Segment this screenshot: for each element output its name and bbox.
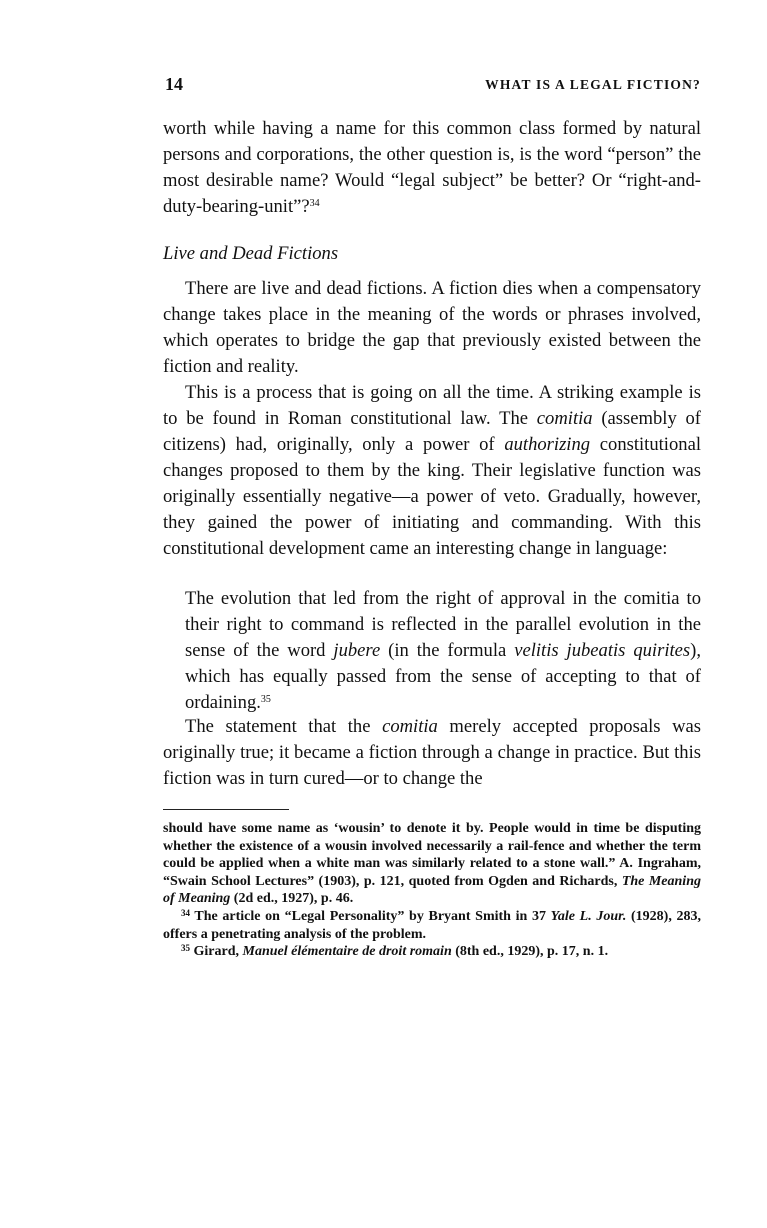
page-header xyxy=(163,74,701,100)
text-run: (assembly of citizens) had, originally, only a power of xyxy=(163,408,701,455)
italic-title: Manuel élémentaire de droit romain xyxy=(242,944,452,960)
paragraph-text: worth while having a name for this common class formed by natural persons and corporations, the other question is, is the word “person” the most desirable name? Would “legal subject” be better? Or “right-and-duty-bearing-unit”? xyxy=(163,118,701,217)
block-quote xyxy=(185,586,701,716)
italic-term: velitis jubeatis quirites xyxy=(514,640,691,661)
page-number: 14 xyxy=(165,74,183,94)
paragraph-live-dead: There are live and dead fictions. A fiction dies when a compensatory change takes place in the meaning of the words or phrases involved, which operates to bridge the gap that previously existed between the fiction and reality. xyxy=(163,278,701,377)
text-run: (2d ed., 1927), p. 46. xyxy=(230,891,354,907)
text-run: (in the formula xyxy=(380,640,515,661)
footnote-number: 34 xyxy=(181,907,190,918)
text-run: constitutional changes proposed to them by the king. Their legislative function was originally essentially negative—a power of veto. Gradually, however, they gained the power of initiating and commanding. With this constitutional development came an interesting change in language: xyxy=(163,434,701,559)
footnote-ref-35[interactable]: 35 xyxy=(260,694,271,705)
text-run: merely accepted proposals was originally true; it became a fiction through a change in practice. But this fiction was in turn cured—or to change the xyxy=(163,716,701,789)
italic-term: comitia xyxy=(382,716,438,737)
text-run: This is a process that is going on all the time. A striking example is to be found in Roman constitutional law. The xyxy=(163,382,701,429)
footnote-continuation xyxy=(163,820,701,908)
section-subheading: Live and Dead Fictions xyxy=(163,243,339,264)
italic-title: The Meaning of Meaning xyxy=(163,873,701,907)
footnote-divider xyxy=(163,809,289,810)
paragraph-continuation xyxy=(163,116,701,220)
text-run: (8th ed., 1929), p. 17, n. 1. xyxy=(451,944,609,960)
text-run: Girard, xyxy=(190,944,243,960)
body-paragraphs xyxy=(163,276,701,562)
running-title: WHAT IS A LEGAL FICTION? xyxy=(485,77,701,92)
text-run: ), which has equally passed from the sense of accepting to that of ordaining. xyxy=(185,640,701,713)
text-run: The article on “Legal Personality” by Bryant Smith in 37 xyxy=(190,908,551,924)
italic-term: comitia xyxy=(536,408,593,429)
italic-title: Yale L. Jour. xyxy=(550,908,627,924)
text-run: The statement that the xyxy=(185,716,383,737)
text-run: The evolution that led from the right of approval in the comitia to their right to command is reflected in the parallel evolution in the sense of the word xyxy=(185,588,701,661)
footnotes xyxy=(163,820,701,961)
italic-term: jubere xyxy=(333,640,381,661)
footnote-number: 35 xyxy=(181,943,190,954)
text-run: (1928), 283, offers a penetrating analysis of the problem. xyxy=(163,908,701,942)
paragraph-roman-law xyxy=(163,380,701,562)
footnote-34 xyxy=(163,908,701,943)
footnote-ref-34[interactable]: 34 xyxy=(309,198,320,209)
italic-term: authorizing xyxy=(504,434,591,455)
body-paragraph-final xyxy=(163,714,701,792)
footnote-35 xyxy=(163,943,701,961)
text-run: should have some name as ‘wousin’ to denote it by. People would in time be disputing whether the existence of a wousin involved necessarily a rail-fence and whether the term could be applied when a white man was similarly related to a stone wall.” A. Ingraham, “Swain School Lectures” (1903), p. 121, quoted from Ogden and Richards, xyxy=(163,821,701,889)
